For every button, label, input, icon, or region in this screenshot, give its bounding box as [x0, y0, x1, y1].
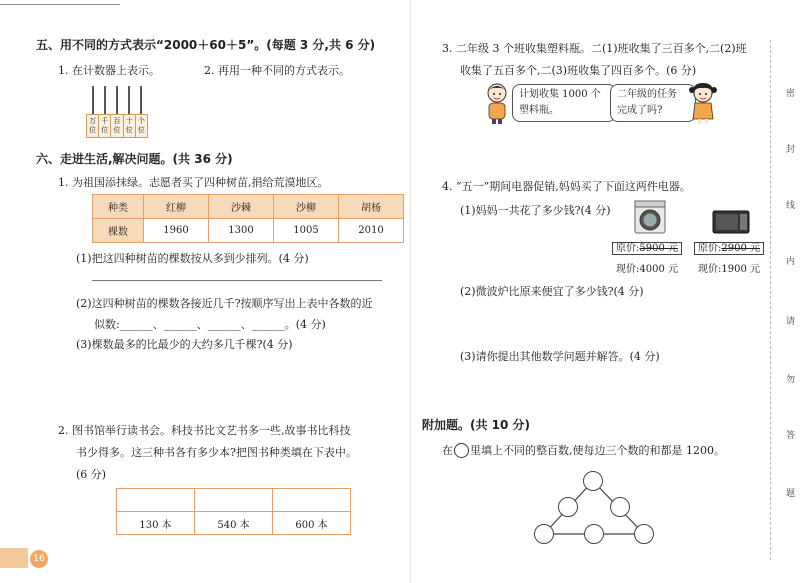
sec6-q1-part2: (2)这四种树苗的棵数各接近几千?按顺序写出上表中各数的近	[76, 297, 373, 310]
blank-circle-bottom-right[interactable]	[634, 524, 654, 544]
section-5-title: 五、用不同的方式表示“2000＋60＋5”。(每题 3 分,共 6 分)	[36, 38, 376, 52]
price-value: 2900 元	[721, 243, 761, 254]
book-type-blank[interactable]	[117, 489, 195, 512]
top-rule	[0, 4, 120, 5]
blank-circle-mid-right[interactable]	[610, 497, 630, 517]
sec6-q2-text: (6 分)	[76, 468, 107, 481]
table-cell: 棵数	[93, 219, 144, 243]
table-row	[93, 219, 404, 243]
q3-text: 收集了五百多个,二(3)班收集了四百多个。(6 分)	[460, 64, 697, 77]
q4-title: 4. “五一”期间电器促销,妈妈买了下面这两件电器。	[442, 180, 691, 193]
abacus-rod	[104, 86, 106, 114]
binding-text: 封	[786, 145, 796, 155]
sec6-q1-part2-blanks[interactable]: 似数:______、______、______、______。(4 分)	[94, 318, 326, 331]
q3-text: 3. 二年级 3 个班收集塑料瓶。二(1)班收集了三百多个,二(2)班	[442, 42, 747, 55]
price-value: 5900 元	[639, 243, 679, 254]
abacus-label: 个位	[137, 117, 145, 134]
bonus-title: 附加题。(共 10 分)	[422, 418, 531, 432]
speech-bubble-left	[512, 84, 616, 122]
sec6-q2-text: 书少得多。这三种书各有多少本?把图书种类填在下表中。	[76, 446, 357, 459]
circle-icon	[454, 443, 469, 458]
book-type-blank[interactable]	[273, 489, 351, 512]
table-cell: 540 本	[195, 512, 273, 535]
table-row	[117, 489, 351, 512]
answer-line[interactable]	[92, 280, 382, 281]
girl-illustration	[688, 82, 718, 124]
table-row	[93, 195, 404, 219]
binding-text: 内	[786, 257, 796, 267]
book-type-blank[interactable]	[195, 489, 273, 512]
binding-text: 题	[786, 489, 796, 499]
sec6-q1-text: 1. 为祖国添抹绿。志愿者买了四种树苗,捐给荒漠地区。	[58, 176, 329, 189]
binding-text: 请	[786, 317, 796, 327]
abacus-label: 千位	[99, 115, 111, 137]
table-header-cell: 红柳	[144, 195, 209, 219]
sec5-q2: 2. 再用一种不同的方式表示。	[204, 64, 350, 77]
table-header-cell: 种类	[93, 195, 144, 219]
price-label: 原价:	[698, 243, 722, 254]
table-cell: 600 本	[273, 512, 351, 535]
q4-part2: (2)微波炉比原来便宜了多少钱?(4 分)	[460, 285, 644, 298]
sec6-q2-text: 2. 图书馆举行读书会。科技书比文艺书多一些,故事书比科技	[58, 424, 351, 437]
boy-illustration	[483, 82, 511, 124]
bonus-text	[442, 442, 725, 458]
washer-original-price	[612, 239, 682, 254]
sec6-q1-part3: (3)棵数最多的比最少的大约多几千棵?(4 分)	[76, 338, 293, 351]
bubble-line: 完成了吗?	[617, 105, 663, 116]
abacus-label: 万位	[87, 115, 99, 137]
bubble-line: 计划收集 1000 个	[519, 89, 601, 100]
speech-bubble-right	[610, 84, 696, 122]
table-header-cell: 沙柳	[274, 195, 339, 219]
sec6-q1-part1: (1)把这四种树苗的棵数按从多到少排列。(4 分)	[76, 252, 309, 265]
q4-part1: (1)妈妈一共花了多少钱?(4 分)	[460, 204, 611, 217]
q4-part3: (3)请你提出其他数学问题并解答。(4 分)	[460, 350, 660, 363]
abacus-rod	[140, 86, 142, 114]
microwave-original-price	[694, 239, 764, 254]
page-gutter	[410, 0, 411, 583]
blank-circle-top[interactable]	[583, 471, 603, 491]
table-cell: 1005	[274, 219, 339, 243]
blank-circle-bottom-mid[interactable]	[584, 524, 604, 544]
washing-machine-image	[634, 200, 666, 234]
bonus-text-a: 在	[442, 444, 453, 457]
abacus-rod	[116, 86, 118, 114]
bubble-line: 塑料瓶。	[519, 105, 559, 116]
binding-text: 答	[786, 431, 796, 441]
microwave-image	[712, 210, 750, 234]
table-row	[117, 512, 351, 535]
binding-text: 勿	[786, 375, 796, 385]
table-cell: 1300	[209, 219, 274, 243]
section-6-title: 六、走进生活,解决问题。(共 36 分)	[36, 152, 233, 166]
tree-table	[92, 194, 404, 243]
table-cell: 130 本	[117, 512, 195, 535]
table-cell: 1960	[144, 219, 209, 243]
bonus-text-b: 里填上不同的整百数,使每边三个数的和都是 1200。	[470, 444, 725, 457]
washer-current-price: 现价:4000 元	[616, 264, 678, 275]
page-number: 16	[30, 550, 48, 568]
abacus-rod	[128, 86, 130, 114]
abacus-base	[86, 114, 148, 138]
page-number-tab	[0, 548, 28, 568]
bubble-line: 二年级的任务	[617, 89, 677, 100]
blank-circle-bottom-left[interactable]	[534, 524, 554, 544]
microwave-current-price: 现价:1900 元	[698, 264, 760, 275]
abacus-label: 百位	[111, 115, 123, 137]
binding-dashed-line	[770, 40, 771, 560]
sec5-q1: 1. 在计数器上表示。	[58, 64, 160, 77]
table-header-cell: 胡杨	[339, 195, 404, 219]
binding-text: 线	[786, 201, 796, 211]
abacus	[86, 86, 148, 138]
table-cell: 2010	[339, 219, 404, 243]
abacus-label: 十位	[124, 115, 136, 137]
table-header-cell: 沙棘	[209, 195, 274, 219]
abacus-rod	[92, 86, 94, 114]
binding-text: 密	[786, 89, 796, 99]
books-table	[116, 488, 351, 535]
price-label: 原价:	[616, 243, 640, 254]
blank-circle-mid-left[interactable]	[558, 497, 578, 517]
